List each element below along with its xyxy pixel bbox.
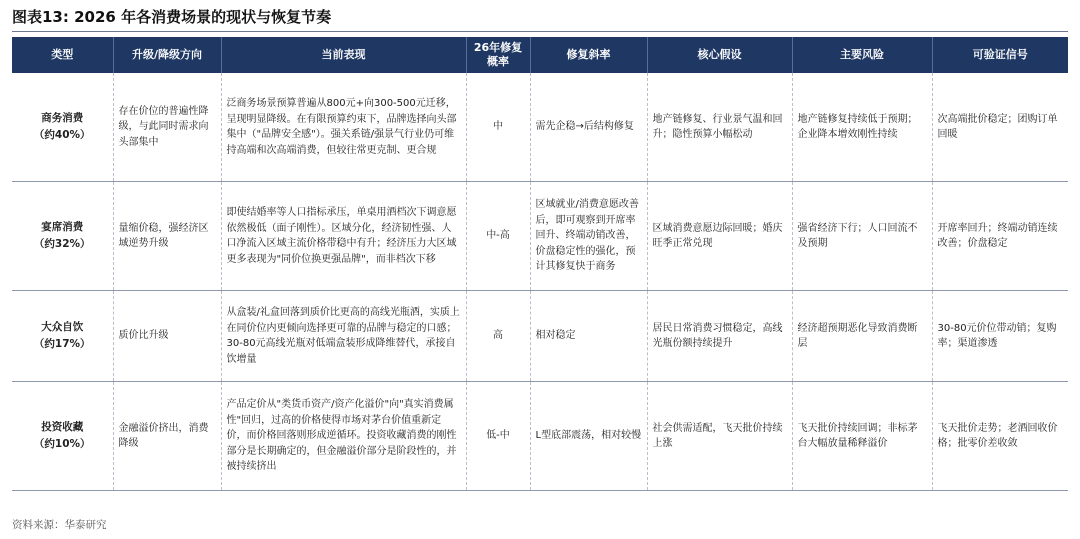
probability-cell: 中 [466, 73, 530, 182]
slope-cell: 相对稳定 [530, 291, 647, 382]
table-header-row [12, 37, 1068, 73]
table-row [12, 182, 1068, 291]
type-share: （约40%） [33, 129, 91, 141]
type-share: （约17%） [33, 338, 91, 350]
type-name: 宴席消费 [41, 221, 84, 233]
table-row [12, 291, 1068, 382]
assumption-cell: 地产链修复、行业景气温和回升；隐性预算小幅松动 [647, 73, 792, 182]
signal-cell: 次高端批价稳定；团购订单回暖 [932, 73, 1068, 182]
type-share: （约32%） [33, 238, 91, 250]
type-name: 商务消费 [41, 112, 84, 124]
table-row [12, 382, 1068, 491]
slope-cell: 需先企稳→后结构修复 [530, 73, 647, 182]
direction-cell: 金融溢价挤出，消费降级 [113, 382, 221, 491]
signal-cell: 30-80元价位带动销；复购率；渠道渗透 [932, 291, 1068, 382]
current-cell: 产品定价从"类货币资产/资产化溢价"向"真实消费属性"回归，过高的价格使得市场对茅台价值重新定价，而价格回落则形成逆循环。投资收藏消费的刚性部分是长期确定的，但金融溢价部分是阶段性的，并被持续挤出 [221, 382, 466, 491]
current-cell: 即使结婚率等人口指标承压，单桌用酒档次下调意愿依然极低（面子刚性）。区域分化，经济韧性强、人口净流入区域主流价格带稳中有升；经济压力大区域更多表现为"同价位换更强品牌"，而非档次下移 [221, 182, 466, 291]
type-share: （约10%） [33, 438, 91, 450]
figure-title: 图表13: 2026 年各消费场景的现状与恢复节奏 [12, 8, 332, 26]
assumption-cell: 居民日常消费习惯稳定，高线光瓶份额持续提升 [647, 291, 792, 382]
type-name: 大众自饮 [41, 321, 84, 333]
probability-cell: 中-高 [466, 182, 530, 291]
type-cell [12, 73, 113, 182]
direction-cell: 量缩价稳，强经济区域逆势升级 [113, 182, 221, 291]
type-cell [12, 182, 113, 291]
type-cell [12, 291, 113, 382]
header-probability: 26年修复概率 [466, 37, 530, 73]
probability-cell: 高 [466, 291, 530, 382]
direction-cell: 存在价位的普遍性降级，与此同时需求向头部集中 [113, 73, 221, 182]
risk-cell: 经济超预期恶化导致消费断层 [792, 291, 932, 382]
header-direction: 升级/降级方向 [113, 37, 221, 73]
header-current: 当前表现 [221, 37, 466, 73]
current-cell: 从盒装/礼盒回落到质价比更高的高线光瓶酒，实质上在同价位内更倾向选择更可靠的品牌与稳定的口感；30-80元高线光瓶对低端盒装形成降维替代，承接自饮增量 [221, 291, 466, 382]
header-slope: 修复斜率 [530, 37, 647, 73]
assumption-cell: 区域消费意愿边际回暖；婚庆旺季正常兑现 [647, 182, 792, 291]
table-row [12, 73, 1068, 182]
risk-cell: 飞天批价持续回调；非标茅台大幅放量稀释溢价 [792, 382, 932, 491]
slope-cell: L型底部震荡，相对较慢 [530, 382, 647, 491]
signal-cell: 开席率回升；终端动销连续改善；价盘稳定 [932, 182, 1068, 291]
source-note: 资料来源：华泰研究 [12, 519, 107, 531]
consumption-scenario-table [12, 37, 1068, 491]
signal-cell: 飞天批价走势；老酒回收价格；批零价差收敛 [932, 382, 1068, 491]
risk-cell: 强省经济下行；人口回流不及预期 [792, 182, 932, 291]
risk-cell: 地产链修复持续低于预期；企业降本增效刚性持续 [792, 73, 932, 182]
assumption-cell: 社会供需适配，飞天批价持续上涨 [647, 382, 792, 491]
header-assumption: 核心假设 [647, 37, 792, 73]
header-signal: 可验证信号 [932, 37, 1068, 73]
direction-cell: 质价比升级 [113, 291, 221, 382]
current-cell: 泛商务场景预算普遍从800元+向300-500元迁移，呈现明显降级。在有限预算约束下，品牌选择向头部集中（"品牌安全感"）。强关系链/强景气行业仍可维持高端和次高端消费，但较往常更克制、更合规 [221, 73, 466, 182]
probability-cell: 低-中 [466, 382, 530, 491]
title-divider [12, 31, 1068, 32]
slope-cell: 区域就业/消费意愿改善后，即可观察到开席率回升、终端动销改善，价盘稳定性的强化，预计其修复快于商务 [530, 182, 647, 291]
header-type: 类型 [12, 37, 113, 73]
type-name: 投资收藏 [41, 421, 84, 433]
type-cell [12, 382, 113, 491]
header-risk: 主要风险 [792, 37, 932, 73]
